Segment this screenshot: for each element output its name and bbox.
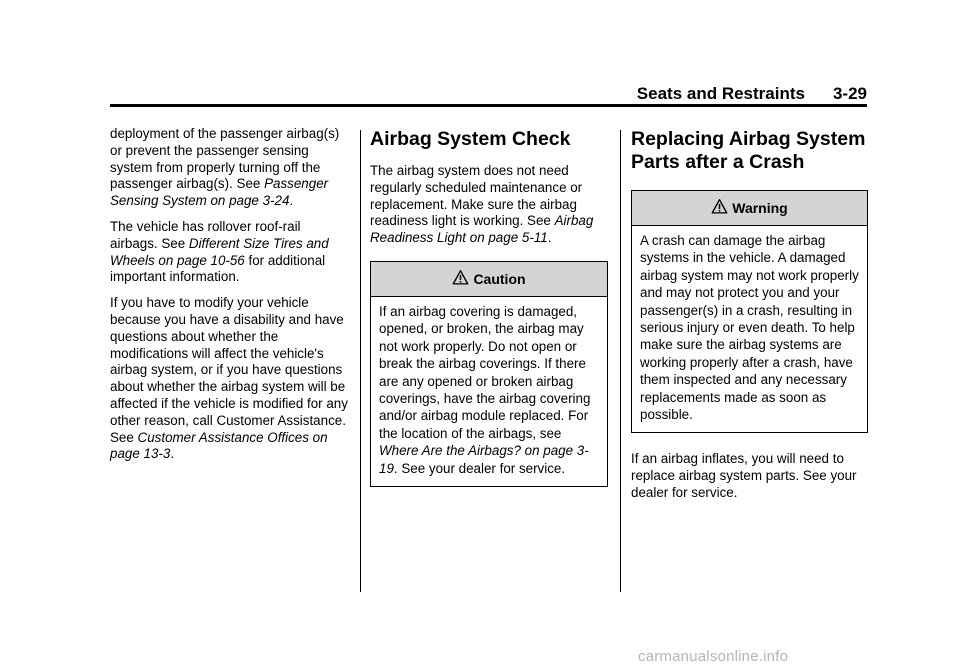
paragraph xyxy=(110,219,348,286)
warning-triangle-icon xyxy=(711,198,728,215)
paragraph: If an airbag inflates, you will need to replace airbag system parts. See your dealer for service. xyxy=(631,451,857,501)
caution-body xyxy=(371,297,607,486)
watermark-text: carmanualsonline.info xyxy=(638,648,789,665)
warning-label: Warning xyxy=(732,200,788,216)
warning-triangle-icon xyxy=(452,269,469,286)
caution-text: . See your dealer for service. xyxy=(393,460,566,476)
paragraph-text: The airbag system does not need regularly scheduled maintenance or replacement. Make sure the airbag readiness light is working. See xyxy=(370,163,583,229)
column-divider-left xyxy=(360,130,361,592)
left-column xyxy=(110,126,348,472)
caution-label: Caution xyxy=(473,270,526,287)
right-column xyxy=(631,128,868,511)
paragraph-text: . xyxy=(170,446,175,462)
cross-reference: Customer Assistance Offices on page 13-3 xyxy=(110,429,328,462)
cross-reference: Airbag Readiness Light on page 5-11 xyxy=(370,213,594,246)
paragraph xyxy=(110,126,348,210)
paragraph-text: If you have to modify your vehicle because you have a disability and have questions about whether the modifications will affect the vehicle's airbag system, or if you have questions about whether the airbag system will be affected if the vehicle is modified for any other reason, call Customer Assistance. See xyxy=(110,295,348,445)
caution-header xyxy=(371,262,607,297)
section-heading: Airbag System Check xyxy=(370,128,571,150)
paragraph xyxy=(110,295,348,463)
section-heading: Replacing Airbag System Parts after a Crash xyxy=(631,128,866,173)
page-header xyxy=(110,84,867,104)
paragraph xyxy=(370,163,608,247)
warning-body: A crash can damage the airbag systems in the vehicle. A damaged airbag system may not work properly and may not protect you and your passenger(s) in a crash, resulting in serious injury or even death. To help make sure the airbag systems are working properly after a crash, have them inspected and any necessary replacements made as soon as possible. xyxy=(640,233,859,423)
caution-box xyxy=(370,261,608,487)
paragraph-text: for additional important information. xyxy=(110,252,326,285)
paragraph-text: The vehicle has rollover roof-rail airbags. See xyxy=(110,218,301,251)
section-title: Seats and Restraints xyxy=(636,84,805,103)
cross-reference: Different Size Tires and Wheels on page 10-56 xyxy=(110,235,329,268)
column-divider-right xyxy=(620,130,621,592)
paragraph-text: . xyxy=(289,193,294,209)
warning-box xyxy=(631,190,868,433)
header-rule xyxy=(110,104,867,107)
cross-reference: Where Are the Airbags? on page 3-19 xyxy=(379,443,589,476)
paragraph-text: . xyxy=(547,230,552,246)
page-number: 3-29 xyxy=(832,84,867,103)
paragraph-text: deployment of the passenger airbag(s) or prevent the passenger sensing system from properly turning off the passenger airbag(s). See xyxy=(110,126,340,192)
cross-reference: Passenger Sensing System on page 3-24 xyxy=(110,176,329,209)
caution-text: If an airbag covering is damaged, opened, or broken, the airbag may not work properly. Do not open or break the airbag coverings. If there are any opened or broken airbag coverings, have the airbag covering and/or airbag module replaced. For the location of the airbags, see xyxy=(379,303,591,441)
middle-column xyxy=(370,128,608,487)
warning-header xyxy=(632,191,867,226)
